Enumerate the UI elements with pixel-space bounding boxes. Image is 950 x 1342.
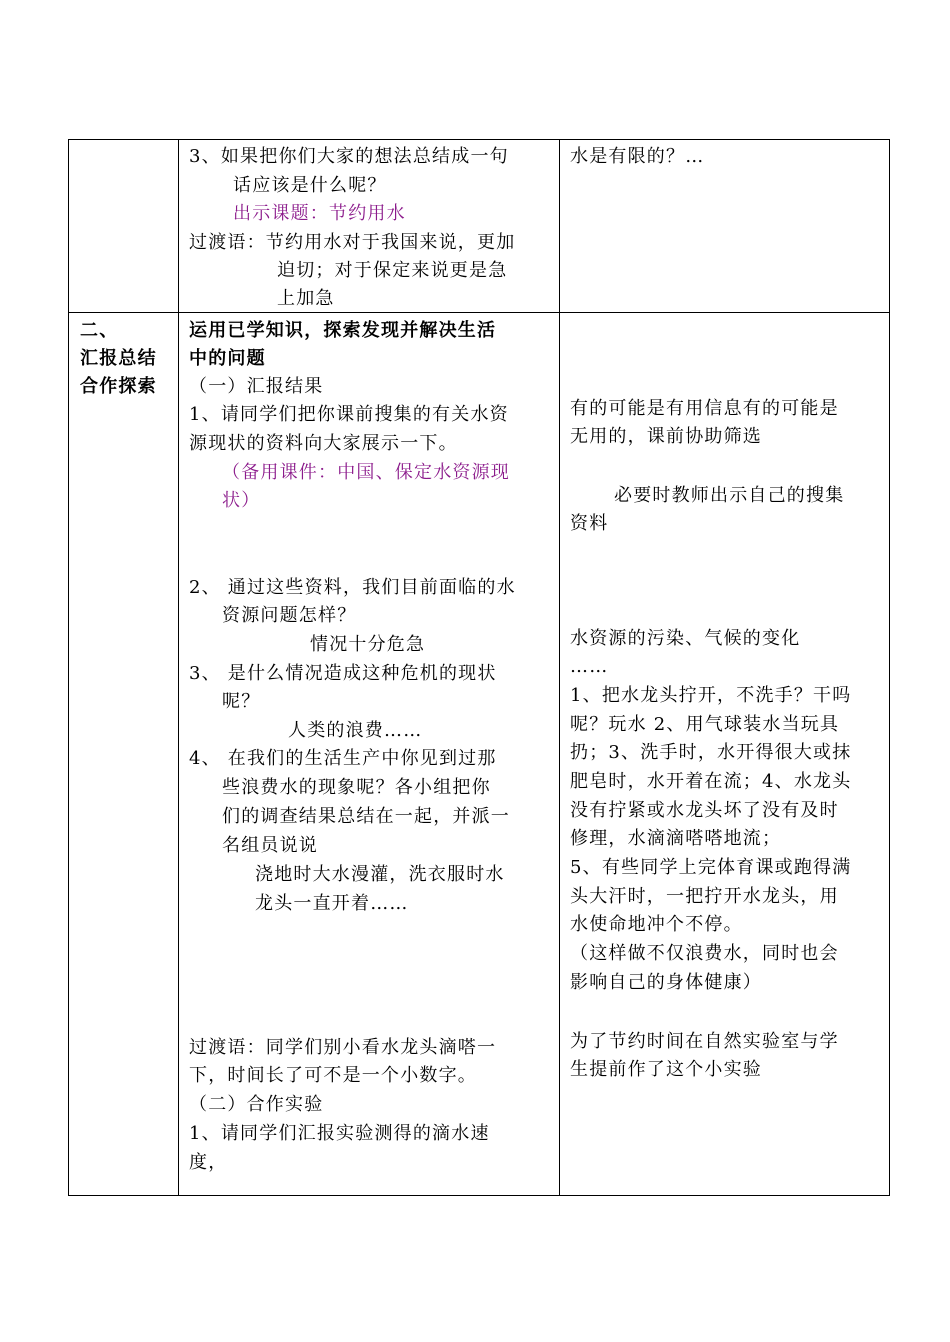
- section-title: 汇报总结: [80, 348, 157, 369]
- note-waste-examples: 呢？玩水 2、用气球装水当玩具: [570, 714, 840, 735]
- note-health: （这样做不仅浪费水，同时也会: [570, 943, 839, 964]
- experiment-step-1-cont: 度，: [189, 1152, 228, 1173]
- step-4: 4、 在我们的生活生产中你见到过那: [189, 748, 497, 769]
- step-4-cont: 们的调查结果总结在一起，并派一: [222, 806, 510, 827]
- step-4-cont: 些浪费水的现象呢？各小组把你: [222, 777, 491, 798]
- step-2-cont: 资源问题怎样？: [222, 605, 357, 626]
- subsection-heading-2: （二）合作实验: [189, 1094, 324, 1115]
- step-1: 1、请同学们把你课前搜集的有关水资: [189, 404, 509, 425]
- step-3-answer: 人类的浪费……: [288, 720, 423, 741]
- note-health-cont: 影响自己的身体健康）: [570, 972, 762, 993]
- transition-text-cont: 迫切；对于保定来说更是急: [277, 260, 508, 281]
- note-experiment-cont: 生提前作了这个小实验: [570, 1059, 762, 1080]
- subsection-heading: （一）汇报结果: [189, 376, 324, 397]
- note-waste-examples: 修理，水滴滴嗒嗒地流；: [570, 828, 782, 849]
- transition-text-2-cont: 下，时间长了可不是一个小数字。: [189, 1065, 477, 1086]
- section-goal: 运用已学知识，探索发现并解决生活: [189, 320, 497, 341]
- column-divider: [559, 140, 560, 1195]
- section-title: 合作探索: [80, 376, 157, 397]
- step-3-cont: 呢？: [222, 691, 261, 712]
- row1-note: 水是有限的？…: [570, 146, 705, 167]
- note-waste-examples: 头大汗时，一把拧开水龙头，用: [570, 886, 839, 907]
- note-waste-examples: 扔；3、洗手时，水开得很大或抹: [570, 742, 852, 763]
- transition-text-cont: 上加急: [277, 288, 335, 309]
- note-waste-examples: 没有拧紧或水龙头坏了没有及时: [570, 800, 839, 821]
- column-divider: [178, 140, 179, 1195]
- step-4-answer-cont: 龙头一直开着……: [255, 893, 409, 914]
- row-divider: [69, 312, 889, 313]
- note-screening-cont: 无用的，课前协助筛选: [570, 426, 762, 447]
- note-teacher-material: 必要时教师出示自己的搜集: [614, 485, 845, 506]
- note-waste-examples: 肥皂时，水开着在流；4、水龙头: [570, 771, 852, 792]
- note-causes: 水资源的污染、气候的变化: [570, 628, 801, 649]
- note-causes-cont: ……: [570, 656, 609, 677]
- transition-text-2: 过渡语：同学们别小看水龙头滴嗒一: [189, 1037, 497, 1058]
- step-2: 2、 通过这些资料，我们目前面临的水: [189, 577, 516, 598]
- note-waste-examples: 5、有些同学上完体育课或跑得满: [570, 857, 852, 878]
- backup-courseware: （备用课件：中国、保定水资源现: [222, 462, 510, 483]
- question-3-cont: 话应该是什么呢？: [233, 175, 387, 196]
- note-screening: 有的可能是有用信息有的可能是: [570, 398, 839, 419]
- step-1-cont: 源现状的资料向大家展示一下。: [189, 433, 458, 454]
- transition-text: 过渡语：节约用水对于我国来说，更加: [189, 232, 516, 253]
- note-teacher-material-cont: 资料: [570, 513, 609, 534]
- note-waste-examples: 水使命地冲个不停。: [570, 914, 743, 935]
- step-2-answer: 情况十分危急: [310, 634, 426, 655]
- question-3: 3、如果把你们大家的想法总结成一句: [189, 146, 509, 167]
- backup-courseware-cont: 状）: [222, 490, 261, 511]
- show-topic: 出示课题：节约用水: [233, 203, 406, 224]
- section-goal-cont: 中的问题: [189, 348, 266, 369]
- step-4-cont: 名组员说说: [222, 835, 318, 856]
- note-experiment: 为了节约时间在自然实验室与学: [570, 1031, 839, 1052]
- step-3: 3、 是什么情况造成这种危机的现状: [189, 663, 497, 684]
- note-waste-examples: 1、把水龙头拧开，不洗手？干吗: [570, 685, 852, 706]
- experiment-step-1: 1、请同学们汇报实验测得的滴水速: [189, 1123, 490, 1144]
- step-4-answer: 浇地时大水漫灌，洗衣服时水: [255, 864, 505, 885]
- section-number: 二、: [80, 320, 119, 341]
